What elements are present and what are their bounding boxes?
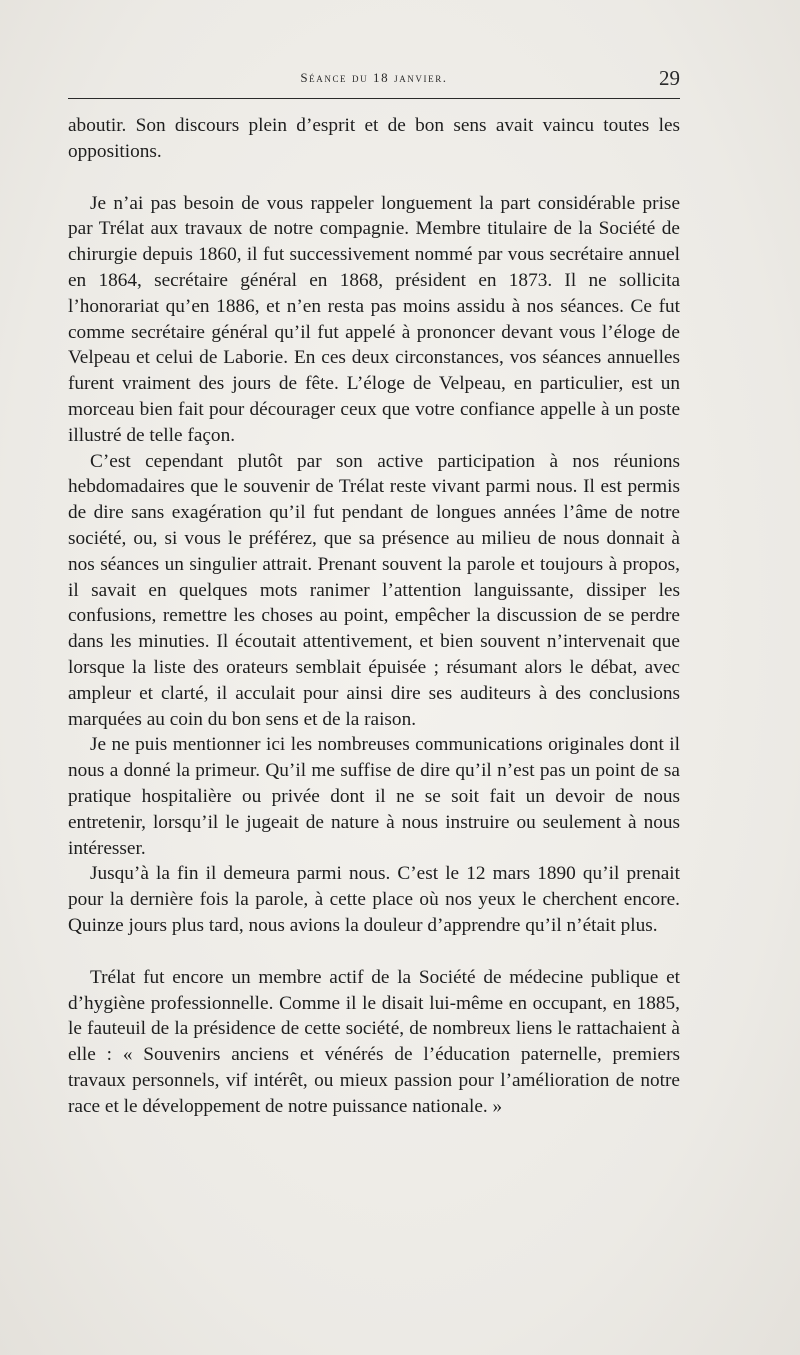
running-head (68, 66, 680, 92)
paragraph-continuation: aboutir. Son discours plein d’esprit et de bon sens avait vaincu toutes les oppositions. (68, 115, 680, 162)
paragraph-reunions: C’est cependant plutôt par son active participation à nos réunions hebdomadaires que le souvenir de Trélat reste vivant parmi nous. Il est permis de dire sans exagération qu’il fut pendant de longues années l’âme de notre société, ou, si vous le préférez, que sa présence au milieu de nous donnait à nos séances un singulier attrait. Prenant souvent la parole et toujours à propos, il savait en quelques mots ranimer l’attention languissante, dissiper les confusions, remettre les choses au point, empêcher la discussion de se perdre dans les minuties. Il écoutait attentivement, et bien souvent n’intervenait que lorsque la liste des orateurs semblait épuisée ; résumant alors le débat, avec ampleur et clarté, il acculait pour ainsi dire ses auditeurs à des conclusions marquées au coin du bon sens et de la raison. (68, 450, 680, 730)
body-text (68, 113, 680, 1119)
paragraph-societe-chirurgie: Je n’ai pas besoin de vous rappeler longuement la part considérable prise par Trélat aux travaux de notre compagnie. Membre titulaire de la Société de chirurgie depuis 1860, il fut successivement nommé par vous secrétaire annuel en 1864, secrétaire général en 1868, président en 1873. Il ne sollicita l’honorariat qu’en 1886, et n’en resta pas moins assidu à nos séances. Ce fut comme secrétaire général qu’il fut appelé à prononcer devant vous l’éloge de Velpeau et celui de Laborie. En ces deux circonstances, vos séances annuelles furent vraiment des jours de fête. L’éloge de Velpeau, en particulier, est un morceau bien fait pour décourager ceux que votre confiance appelle à un poste illustré de telle façon. (68, 192, 680, 446)
paragraph-communications: Je ne puis mentionner ici les nombreuses communications originales dont il nous a donné la primeur. Qu’il me suffise de dire qu’il n’est pas un point de sa pratique hospitalière ou privée dont il ne se soit fait un devoir de nous entretenir, lorsqu’il le jugeait de nature à nous instruire ou seulement à nous intéresser. (68, 734, 680, 859)
page-number: 29 (659, 66, 680, 90)
running-title: Séance du 18 janvier. (300, 70, 448, 85)
paragraph-medecine-publique: Trélat fut encore un membre actif de la Société de médecine publique et d’hygiène professionnelle. Comme il le disait lui-même en occupant, en 1885, le fauteuil de la présidence de cette société, de nombreux liens le rattachaient à elle : « Souvenirs anciens et vénérés de l’éducation paternelle, premiers travaux personnels, vif intérêt, ou mieux passion pour l’amélioration de notre race et le développement de notre puissance nationale. » (68, 966, 680, 1117)
header-rule (68, 98, 680, 99)
paragraph-derniere-seance: Jusqu’à la fin il demeura parmi nous. C’est le 12 mars 1890 qu’il prenait pour la dernière fois la parole, à cette place où nos yeux le cherchent encore. Quinze jours plus tard, nous avions la douleur d’apprendre qu’il n’était plus. (68, 863, 680, 936)
